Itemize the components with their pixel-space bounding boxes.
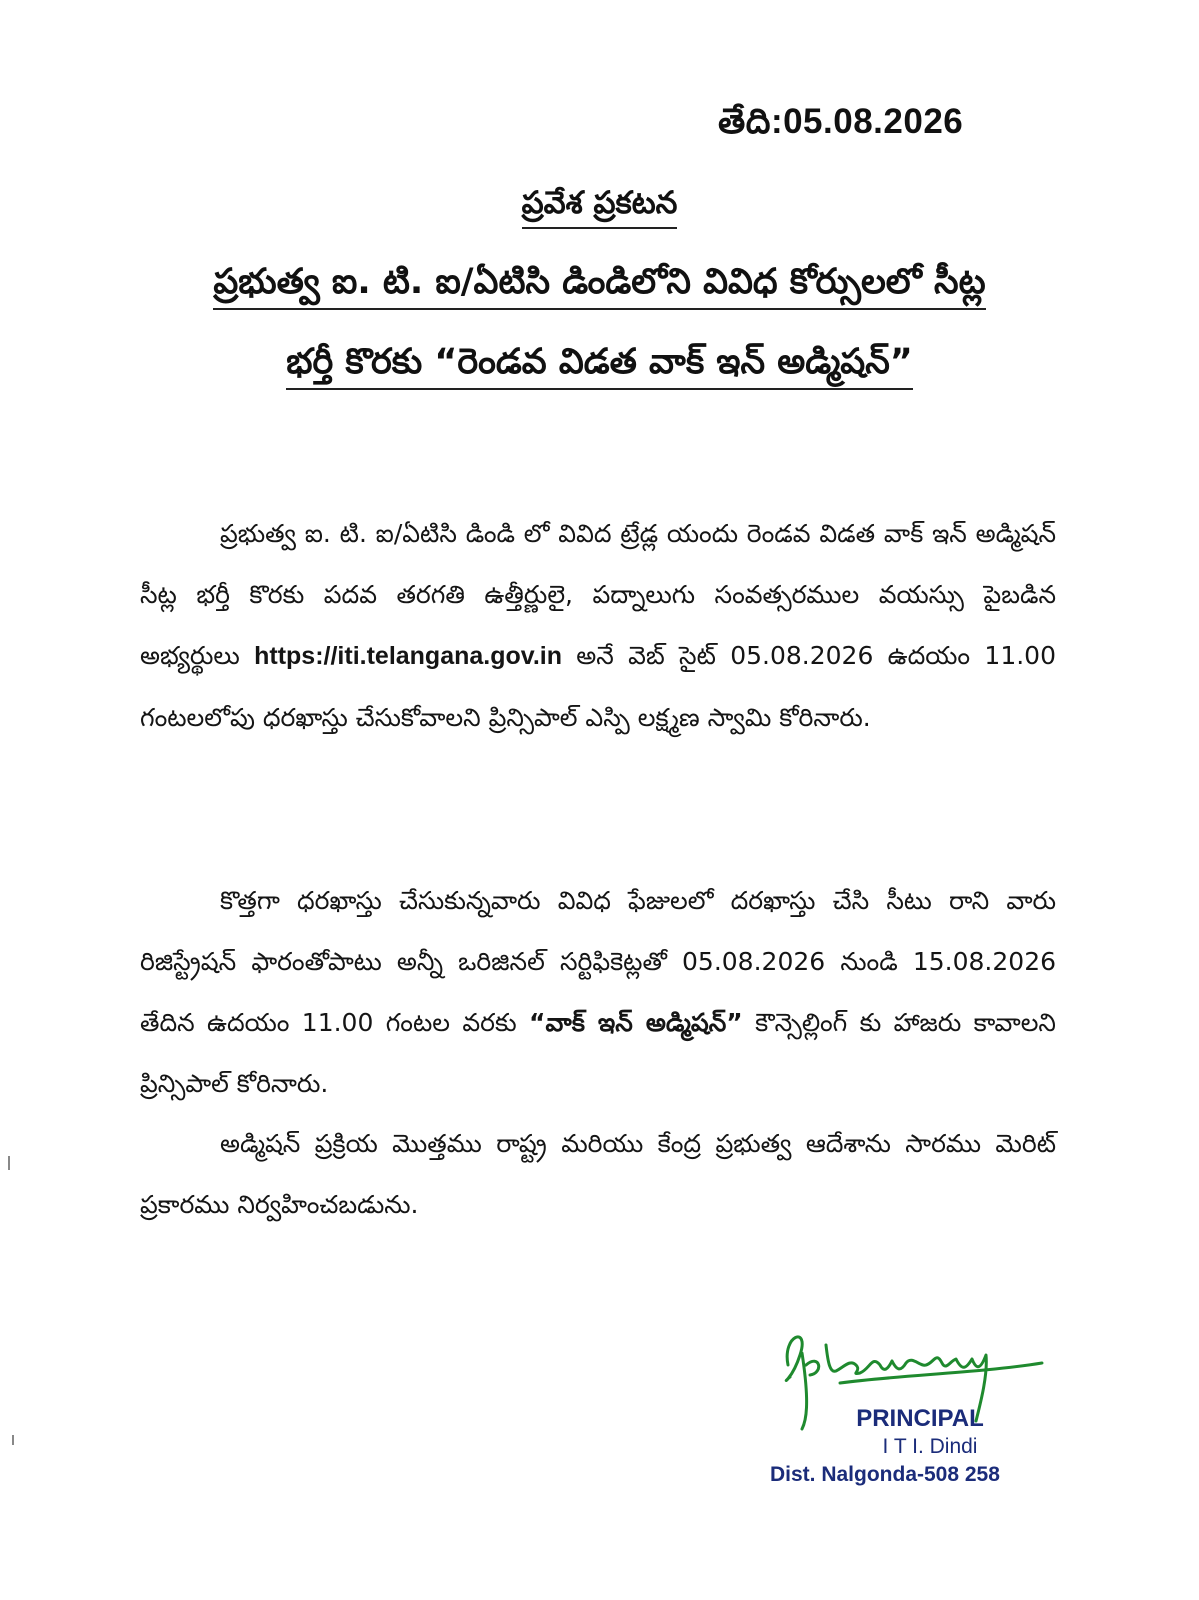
heading-title: ప్రవేశ ప్రకటన	[522, 185, 678, 229]
website-link[interactable]: https://iti.telangana.gov.in	[254, 642, 562, 670]
paragraph-1	[140, 503, 1056, 748]
principal-stamp	[770, 1405, 1030, 1489]
notice-heading	[0, 185, 1199, 228]
paragraph-2-text-b: కౌన్సెల్లింగ్ కు హాజరు కావాలని ప్రిన్సిపాల్ కోరినారు.	[140, 1008, 1056, 1098]
paragraph-1-text-a: ప్రభుత్వ ఐ. టి. ఐ/ఏటిసి డిండి లో వివిద ట్రేడ్ల యందు రెండవ విడత వాక్ ఇన్ అడ్మిషన్ సీట్ల భర్తీ కొరకు పదవ తరగతి ఉత్తీర్ణులై, పద్నాలుగు సంవత్సరముల వయస్సు పైబడిన అభ్యర్థులు	[140, 519, 1056, 670]
stamp-title: PRINCIPAL	[856, 1405, 984, 1432]
stamp-institute: I T I. Dindi	[882, 1435, 978, 1458]
stamp-district: Dist. Nalgonda-508 258	[770, 1463, 1000, 1486]
notice-subheading-line-1	[0, 262, 1199, 310]
scan-mark-left	[8, 1156, 10, 1170]
subheading-line-2-text: భర్తీ కొరకు “రెండవ విడత వాక్ ఇన్ అడ్మిషన్”	[286, 342, 913, 390]
notice-subheading-line-2	[0, 342, 1199, 390]
walk-in-admission-bold: “వాక్ ఇన్ అడ్మిషన్”	[529, 1008, 743, 1037]
subheading-line-1-text: ప్రభుత్వ ఐ. టి. ఐ/ఏటిసి డిండిలోని వివిధ కోర్సులలో సీట్ల	[213, 262, 985, 310]
scan-mark-left-lower	[12, 1435, 14, 1445]
paragraph-3: అడ్మిషన్ ప్రక్రియ మొత్తము రాష్ట్ర మరియు కేంద్ర ప్రభుత్వ ఆదేశాను సారము మెరిట్ ప్రకారము నిర్వహించబడును.	[140, 1129, 1056, 1219]
notice-date: తేది:05.08.2026	[718, 102, 964, 141]
paragraph-2-text-a: కొత్తగా ధరఖాస్తు చేసుకున్నవారు వివిధ ఫేజులలో దరఖాస్తు చేసి సీటు రాని వారు రిజిస్ట్రేషన్ ఫారంతోపాటు అన్నీ ఒరిజినల్ సర్టిఫికెట్లతో 05.08.2026 నుండి 15.08.2026 తేదిన ఉదయం 11.00 గంటల వరకు	[140, 886, 1056, 1037]
paragraph-1-text-b: అనే వెబ్ సైట్ 05.08.2026 ఉదయం 11.00 గంటలలోపు ధరఖాస్తు చేసుకోవాలని ప్రిన్సిపాల్ ఎస్పి లక్ష్మణ స్వామి కోరినారు.	[140, 641, 1056, 732]
paragraph-2	[140, 870, 1056, 1114]
